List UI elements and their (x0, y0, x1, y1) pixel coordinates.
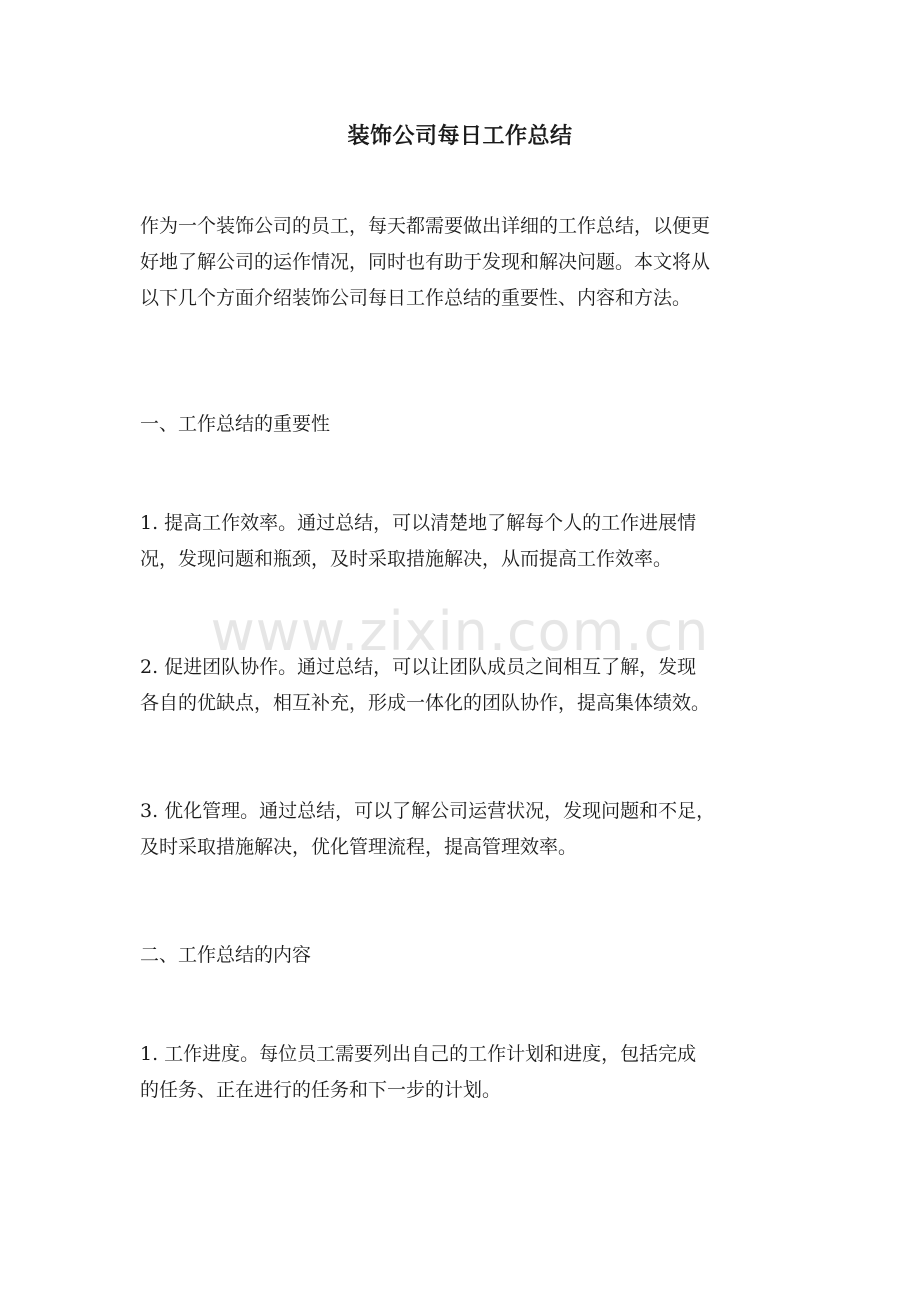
section-1-item-2 (140, 649, 785, 721)
paragraph-line: 及时采取措施解决，优化管理流程，提高管理效率。 (140, 836, 578, 858)
section-1-item-1 (140, 505, 785, 577)
heading-text: 一、工作总结的重要性 (140, 413, 331, 435)
section-2-heading (140, 937, 785, 973)
document-title: 装饰公司每日工作总结 (347, 123, 573, 149)
paragraph-line: 好地了解公司的运作情况，同时也有助于发现和解决问题。本文将从 (140, 251, 711, 273)
paragraph-line: 各自的优缺点，相互补充，形成一体化的团队协作，提高集体绩效。 (140, 692, 711, 714)
intro-paragraph (140, 208, 785, 316)
paragraph-line: 以下几个方面介绍装饰公司每日工作总结的重要性、内容和方法。 (140, 287, 692, 309)
section-1-heading (140, 406, 785, 442)
paragraph-line: 的任务、正在进行的任务和下一步的计划。 (140, 1079, 502, 1101)
section-1-item-3 (140, 793, 785, 865)
paragraph-line: 作为一个装饰公司的员工，每天都需要做出详细的工作总结，以便更 (140, 215, 711, 237)
paragraph-line: 2. 促进团队协作。通过总结，可以让团队成员之间相互了解，发现 (140, 656, 697, 678)
section-2-item-1 (140, 1036, 785, 1108)
heading-text: 二、工作总结的内容 (140, 944, 312, 966)
paragraph-line: 3. 优化管理。通过总结，可以了解公司运营状况，发现问题和不足， (140, 800, 716, 822)
paragraph-line: 1. 工作进度。每位员工需要列出自己的工作计划和进度，包括完成 (140, 1043, 697, 1065)
watermark-text: www.zixin.com.cn (210, 600, 710, 663)
paragraph-line: 况，发现问题和瓶颈，及时采取措施解决，从而提高工作效率。 (140, 548, 673, 570)
paragraph-line: 1. 提高工作效率。通过总结，可以清楚地了解每个人的工作进展情 (140, 512, 697, 534)
